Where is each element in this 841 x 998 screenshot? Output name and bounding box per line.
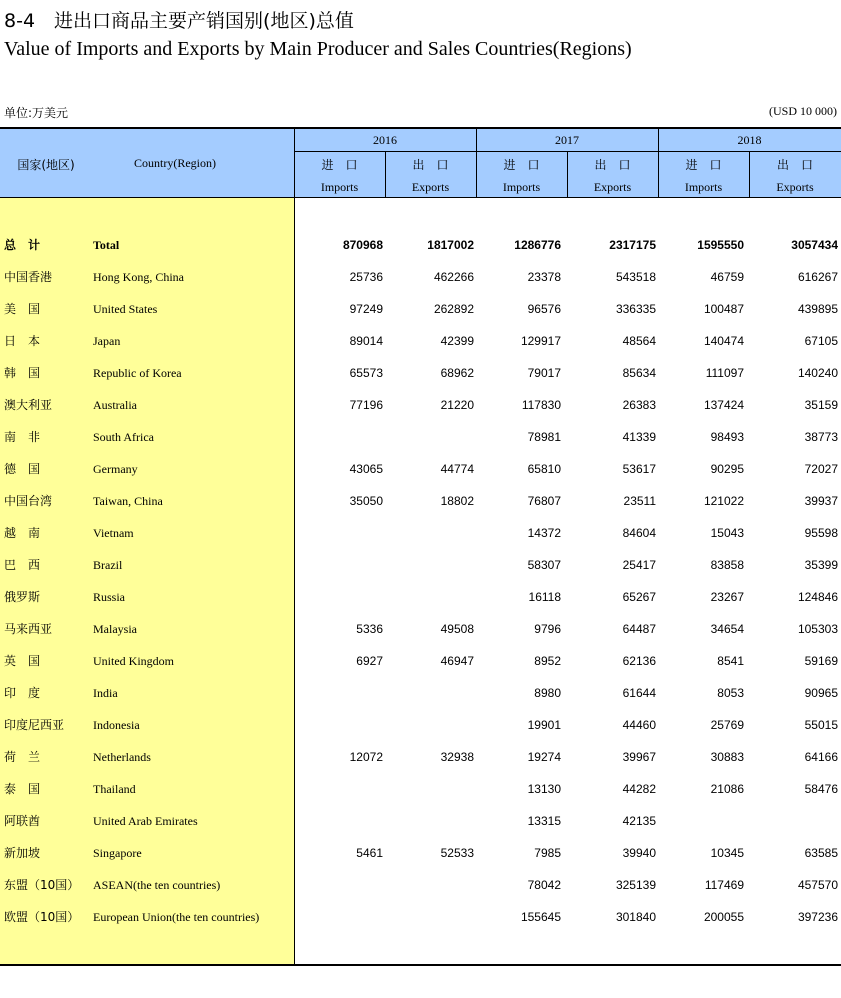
value-imports-2018: 140474 [703, 334, 744, 348]
table-row [0, 837, 841, 869]
row-country-cn: 德 国 [4, 462, 41, 476]
value-imports-2017: 96576 [527, 302, 561, 316]
table-row [0, 805, 841, 837]
value-exports-2016 [388, 549, 474, 581]
header-imports-en-2017: Imports [502, 180, 541, 194]
value-imports-2018: 117469 [704, 878, 744, 892]
value-imports-2018: 25769 [710, 718, 744, 732]
header-country-cn: 国家(地区) [17, 158, 75, 172]
row-country-en: South Africa [93, 430, 154, 444]
value-imports-2018: 100487 [703, 302, 744, 316]
value-exports-2016: 32938 [440, 750, 474, 764]
value-exports-2016 [388, 581, 474, 613]
value-exports-2018: 59169 [804, 654, 838, 668]
value-imports-2016: 97249 [349, 302, 383, 316]
value-exports-2017: 26383 [622, 398, 656, 412]
value-imports-2018: 8053 [717, 686, 744, 700]
table-title-en: Value of Imports and Exports by Main Producer and Sales Countries(Regions) [4, 38, 632, 60]
value-exports-2018: 67105 [804, 334, 838, 348]
table-row [0, 869, 841, 901]
table-bottom-rule [0, 964, 841, 966]
value-imports-2016 [297, 869, 383, 901]
header-exports-en-2016: Exports [411, 180, 450, 194]
value-exports-2017: 65267 [622, 590, 656, 604]
value-imports-2017: 155645 [520, 910, 561, 924]
value-exports-2017: 84604 [622, 526, 656, 540]
value-imports-2018: 10345 [710, 846, 744, 860]
value-imports-2016 [297, 421, 383, 453]
value-imports-2016: 25736 [349, 270, 383, 284]
table-row [0, 421, 841, 453]
row-country-cn: 阿联酋 [4, 814, 41, 828]
value-imports-2017: 13130 [527, 782, 561, 796]
value-exports-2017: 61644 [622, 686, 656, 700]
header-exports-cn-2018: 出 口 [776, 158, 813, 172]
row-country-en: Republic of Korea [93, 366, 182, 380]
row-country-cn: 中国台湾 [4, 494, 53, 508]
value-exports-2018: 105303 [797, 622, 838, 636]
value-exports-2016: 1817002 [427, 238, 474, 252]
value-imports-2017: 16118 [528, 590, 561, 604]
row-country-cn: 南 非 [4, 430, 41, 444]
row-country-en: European Union(the ten countries) [93, 910, 260, 924]
value-exports-2016: 68962 [440, 366, 474, 380]
value-imports-2018 [658, 805, 744, 837]
value-exports-2018: 72027 [804, 462, 838, 476]
value-imports-2016: 77196 [349, 398, 383, 412]
row-country-en: Germany [93, 462, 138, 476]
value-imports-2017: 19901 [527, 718, 561, 732]
row-country-en: Australia [93, 398, 137, 412]
row-country-cn: 印 度 [4, 686, 41, 700]
row-country-cn: 巴 西 [4, 558, 41, 572]
row-country-cn: 美 国 [4, 302, 41, 316]
value-exports-2018: 439895 [797, 302, 838, 316]
value-exports-2016 [388, 677, 474, 709]
value-imports-2018: 34654 [710, 622, 744, 636]
value-exports-2017: 25417 [622, 558, 656, 572]
value-exports-2018: 58476 [804, 782, 838, 796]
value-imports-2016: 5461 [356, 846, 383, 860]
value-exports-2016 [388, 869, 474, 901]
value-exports-2018: 3057434 [791, 238, 838, 252]
row-country-en: Japan [93, 334, 121, 348]
table-row [0, 901, 841, 933]
value-exports-2017: 42135 [622, 814, 656, 828]
value-exports-2016: 42399 [440, 334, 474, 348]
value-exports-2018: 397236 [797, 910, 838, 924]
value-imports-2018: 21086 [710, 782, 744, 796]
value-imports-2016 [297, 773, 383, 805]
row-country-en: ASEAN(the ten countries) [93, 878, 221, 892]
header-year-2017: 2017 [555, 133, 579, 147]
row-country-en: Thailand [93, 782, 136, 796]
value-exports-2018: 95598 [804, 526, 838, 540]
row-country-cn: 东盟（10国） [4, 878, 80, 892]
header-exports-cn-2016: 出 口 [412, 158, 449, 172]
value-exports-2016: 44774 [440, 462, 474, 476]
value-exports-2017: 23511 [623, 494, 656, 508]
value-exports-2017: 325139 [615, 878, 656, 892]
table-row [0, 453, 841, 485]
value-imports-2017: 65810 [527, 462, 561, 476]
row-country-en: Malaysia [93, 622, 137, 636]
value-exports-2018: 63585 [804, 846, 838, 860]
header-imports-cn-2017: 进 口 [503, 158, 540, 172]
table-row [0, 293, 841, 325]
value-imports-2018: 121022 [703, 494, 744, 508]
value-imports-2017: 7985 [534, 846, 561, 860]
row-country-cn: 澳大利亚 [4, 398, 53, 412]
value-exports-2018: 124846 [797, 590, 838, 604]
table-row [0, 389, 841, 421]
value-exports-2016: 18802 [440, 494, 474, 508]
table-row [0, 485, 841, 517]
value-imports-2016: 89014 [349, 334, 383, 348]
table-row [0, 709, 841, 741]
row-country-cn: 英 国 [4, 654, 41, 668]
value-imports-2017: 8952 [534, 654, 561, 668]
value-exports-2016: 52533 [440, 846, 474, 860]
row-country-en: Taiwan, China [93, 494, 163, 508]
value-imports-2017: 23378 [527, 270, 561, 284]
table-row [0, 741, 841, 773]
value-imports-2017: 129917 [520, 334, 561, 348]
value-imports-2018: 90295 [710, 462, 744, 476]
table-row [0, 677, 841, 709]
value-exports-2018: 35159 [804, 398, 838, 412]
value-exports-2017: 336335 [615, 302, 656, 316]
value-imports-2018: 23267 [710, 590, 744, 604]
table-row [0, 773, 841, 805]
unit-label-cn: 单位:万美元 [4, 106, 69, 120]
row-country-cn: 俄罗斯 [4, 590, 41, 604]
table-top-rule [0, 127, 841, 129]
value-imports-2018: 30883 [710, 750, 744, 764]
row-country-cn: 总 计 [4, 238, 41, 252]
row-country-cn: 中国香港 [4, 270, 53, 284]
table-row [0, 549, 841, 581]
row-country-en: Brazil [93, 558, 123, 572]
value-exports-2017: 62136 [622, 654, 656, 668]
row-country-en: Russia [93, 590, 126, 604]
table-row [0, 357, 841, 389]
value-exports-2018: 64166 [804, 750, 838, 764]
value-exports-2017: 543518 [615, 270, 656, 284]
header-imports-cn-2016: 进 口 [321, 158, 358, 172]
value-exports-2017: 53617 [622, 462, 656, 476]
value-imports-2017: 78981 [527, 430, 561, 444]
row-country-en: United Kingdom [93, 654, 174, 668]
header-exports-cn-2017: 出 口 [594, 158, 631, 172]
row-country-cn: 荷 兰 [4, 750, 41, 764]
value-exports-2017: 301840 [615, 910, 656, 924]
row-country-cn: 马来西亚 [4, 622, 53, 636]
value-imports-2016 [297, 805, 383, 837]
value-exports-2018: 90965 [804, 686, 838, 700]
value-imports-2016: 5336 [356, 622, 383, 636]
value-imports-2017: 76807 [527, 494, 561, 508]
unit-label-en: (USD 10 000) [769, 104, 837, 118]
value-exports-2016 [388, 901, 474, 933]
header-exports-en-2018: Exports [776, 180, 814, 194]
row-country-en: Vietnam [93, 526, 134, 540]
row-country-cn: 韩 国 [4, 366, 41, 380]
value-exports-2018: 457570 [797, 878, 838, 892]
row-country-en: Singapore [93, 846, 142, 860]
value-imports-2017: 78042 [527, 878, 561, 892]
header-imports-en-2018: Imports [684, 180, 723, 194]
value-imports-2017: 9796 [534, 622, 561, 636]
row-country-cn: 欧盟（10国） [4, 910, 80, 924]
value-imports-2016: 35050 [349, 494, 383, 508]
value-imports-2016 [297, 549, 383, 581]
value-imports-2016: 43065 [349, 462, 383, 476]
value-imports-2016: 12072 [349, 750, 383, 764]
row-country-en: India [93, 686, 118, 700]
value-exports-2018: 140240 [797, 366, 838, 380]
value-imports-2016 [297, 581, 383, 613]
value-imports-2017: 13315 [527, 814, 561, 828]
value-exports-2016: 262892 [433, 302, 474, 316]
value-exports-2016 [388, 421, 474, 453]
value-exports-2018: 55015 [804, 718, 838, 732]
value-exports-2017: 64487 [622, 622, 656, 636]
value-exports-2016: 21220 [440, 398, 474, 412]
value-imports-2016: 65573 [349, 366, 383, 380]
value-exports-2017: 39940 [622, 846, 656, 860]
row-country-en: United States [93, 302, 158, 316]
value-exports-2016: 49508 [440, 622, 474, 636]
row-country-cn: 日 本 [4, 334, 41, 348]
value-imports-2017: 1286776 [514, 238, 561, 252]
value-exports-2018 [752, 805, 838, 837]
row-country-en: Total [93, 238, 120, 252]
value-exports-2017: 41339 [622, 430, 656, 444]
table-row [0, 581, 841, 613]
header-imports-cn-2018: 进 口 [685, 158, 722, 172]
value-exports-2016: 46947 [440, 654, 474, 668]
row-country-cn: 新加坡 [4, 846, 41, 860]
value-exports-2016 [388, 709, 474, 741]
value-imports-2017: 14372 [527, 526, 561, 540]
value-imports-2018: 46759 [710, 270, 744, 284]
row-country-en: United Arab Emirates [93, 814, 198, 828]
value-exports-2016 [388, 517, 474, 549]
value-imports-2016 [297, 901, 383, 933]
header-country-en: Country(Region) [134, 156, 216, 170]
table-row [0, 613, 841, 645]
table-row [0, 517, 841, 549]
value-imports-2018: 83858 [710, 558, 744, 572]
table-row [0, 645, 841, 677]
value-imports-2018: 200055 [703, 910, 744, 924]
row-country-en: Indonesia [93, 718, 140, 732]
value-imports-2017: 79017 [527, 366, 561, 380]
value-imports-2017: 58307 [527, 558, 561, 572]
value-imports-2018: 137424 [703, 398, 744, 412]
row-country-en: Netherlands [93, 750, 151, 764]
header-bottom-rule [0, 197, 841, 198]
value-imports-2018: 8541 [717, 654, 744, 668]
value-imports-2018: 1595550 [697, 238, 744, 252]
value-imports-2016: 870968 [342, 238, 383, 252]
value-imports-2018: 111097 [705, 366, 744, 380]
table-title-cn: 8-4 进出口商品主要产销国别(地区)总值 [4, 10, 354, 32]
value-exports-2016 [388, 773, 474, 805]
value-exports-2017: 2317175 [609, 238, 656, 252]
row-country-cn: 印度尼西亚 [4, 718, 65, 732]
value-exports-2016 [388, 805, 474, 837]
value-imports-2018: 98493 [710, 430, 744, 444]
header-imports-en-2016: Imports [320, 180, 359, 194]
header-exports-en-2017: Exports [593, 180, 632, 194]
table-row [0, 261, 841, 293]
value-imports-2016 [297, 517, 383, 549]
value-imports-2017: 19274 [527, 750, 561, 764]
table-row [0, 229, 841, 261]
row-country-cn: 泰 国 [4, 782, 41, 796]
row-country-cn: 越 南 [4, 526, 41, 540]
value-exports-2017: 48564 [622, 334, 656, 348]
value-imports-2018: 15043 [710, 526, 744, 540]
table-row [0, 325, 841, 357]
value-imports-2017: 117830 [521, 398, 561, 412]
value-imports-2016 [297, 709, 383, 741]
value-exports-2018: 39937 [804, 494, 838, 508]
value-imports-2017: 8980 [534, 686, 561, 700]
value-exports-2017: 85634 [622, 366, 656, 380]
value-exports-2017: 44282 [622, 782, 656, 796]
value-exports-2018: 35399 [804, 558, 838, 572]
value-exports-2016: 462266 [433, 270, 474, 284]
row-country-en: Hong Kong, China [93, 270, 184, 284]
value-exports-2017: 39967 [622, 750, 656, 764]
value-imports-2016: 6927 [356, 654, 383, 668]
value-imports-2016 [297, 677, 383, 709]
header-year-2016: 2016 [373, 133, 397, 147]
value-exports-2018: 616267 [797, 270, 838, 284]
value-exports-2017: 44460 [622, 718, 656, 732]
value-exports-2018: 38773 [804, 430, 838, 444]
header-year-2018: 2018 [737, 133, 762, 147]
